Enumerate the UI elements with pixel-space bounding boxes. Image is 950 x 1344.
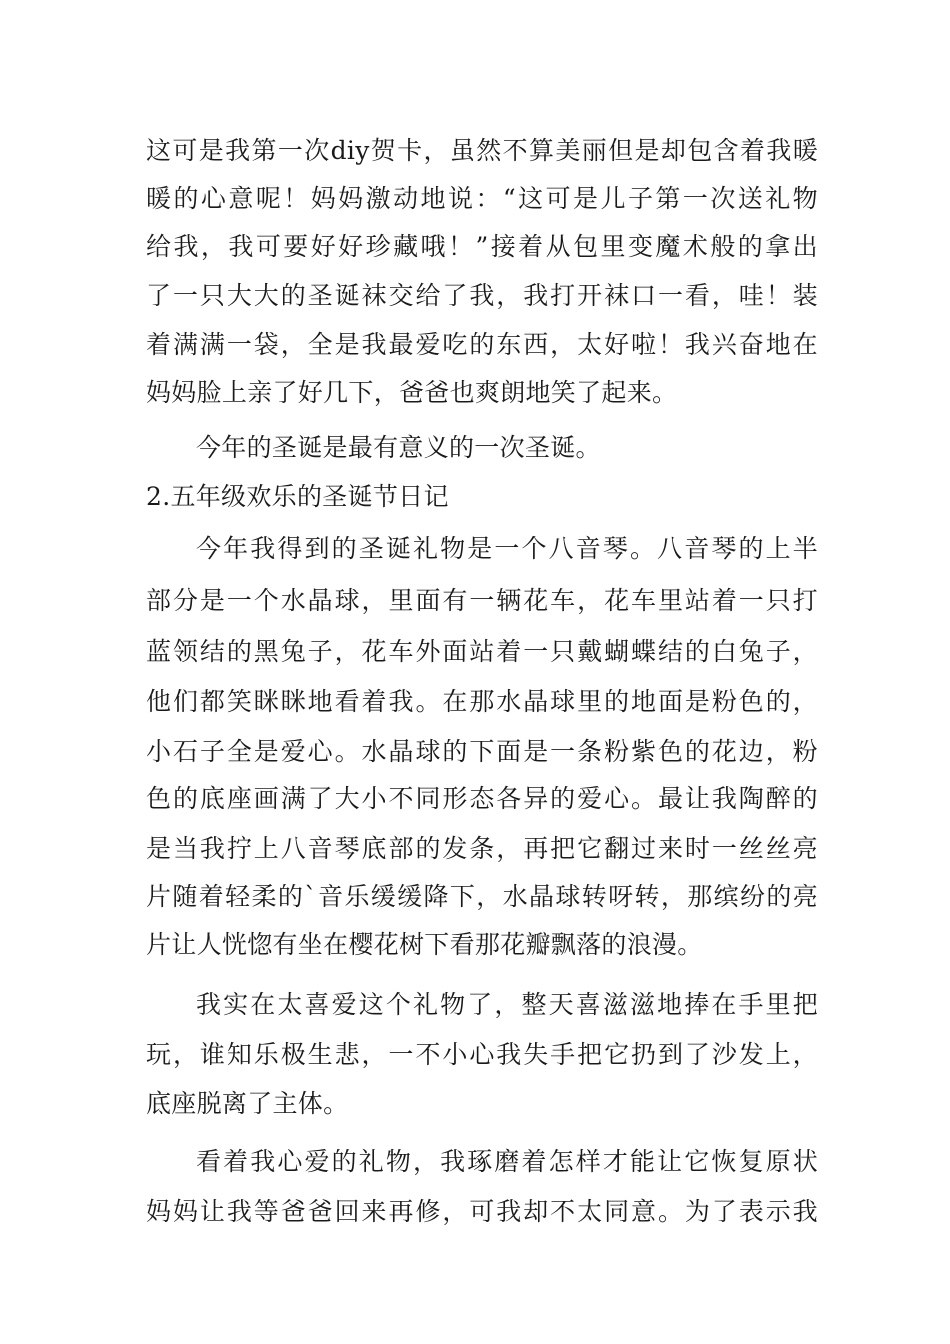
paragraph-line: 他们都笑眯眯地看着我。在那水晶球里的地面是粉色的， bbox=[146, 687, 818, 716]
paragraph-line: 我实在太喜爱这个礼物了，整天喜滋滋地捧在手里把 bbox=[196, 990, 818, 1019]
paragraph-line: 蓝领结的黑兔子，花车外面站着一只戴蝴蝶结的白兔子， bbox=[146, 637, 818, 666]
section-heading: 2.五年级欢乐的圣诞节日记 bbox=[146, 482, 449, 511]
paragraph-line: 部分是一个水晶球，里面有一辆花车，花车里站着一只打 bbox=[146, 586, 818, 615]
paragraph-line: 妈妈脸上亲了好几下，爸爸也爽朗地笑了起来。 bbox=[146, 378, 678, 407]
paragraph-line: 是当我拧上八音琴底部的发条，再把它翻过来时一丝丝亮 bbox=[146, 834, 818, 863]
paragraph-line: 色的底座画满了大小不同形态各异的爱心。最让我陶醉的 bbox=[146, 784, 818, 813]
paragraph-line: 小石子全是爱心。水晶球的下面是一条粉紫色的花边，粉 bbox=[146, 737, 818, 766]
paragraph-line: 这可是我第一次diy贺卡，虽然不算美丽但是却包含着我暖 bbox=[146, 136, 818, 165]
paragraph-line: 着满满一袋，全是我最爱吃的东西，太好啦！我兴奋地在 bbox=[146, 330, 818, 359]
paragraph-line: 今年我得到的圣诞礼物是一个八音琴。八音琴的上半 bbox=[196, 534, 818, 563]
paragraph-line: 今年的圣诞是最有意义的一次圣诞。 bbox=[196, 433, 601, 462]
paragraph-line: 看着我心爱的礼物，我琢磨着怎样才能让它恢复原状 bbox=[196, 1147, 818, 1176]
paragraph-line: 片让人恍惚有坐在樱花树下看那花瓣飘落的浪漫。 bbox=[146, 930, 703, 959]
paragraph-line: 妈妈让我等爸爸回来再修，可我却不太同意。为了表示我 bbox=[146, 1197, 818, 1226]
paragraph-line: 玩，谁知乐极生悲，一不小心我失手把它扔到了沙发上， bbox=[146, 1040, 818, 1069]
paragraph-line: 片随着轻柔的`音乐缓缓降下，水晶球转呀转，那缤纷的亮 bbox=[146, 882, 818, 911]
paragraph-line: 了一只大大的圣诞袜交给了我，我打开袜口一看，哇！装 bbox=[146, 281, 818, 310]
paragraph-line: 暖的心意呢！妈妈激动地说：“这可是儿子第一次送礼物 bbox=[146, 184, 818, 213]
paragraph-line: 给我，我可要好好珍藏哦！”接着从包里变魔术般的拿出 bbox=[146, 232, 818, 261]
paragraph-line: 底座脱离了主体。 bbox=[146, 1089, 349, 1118]
